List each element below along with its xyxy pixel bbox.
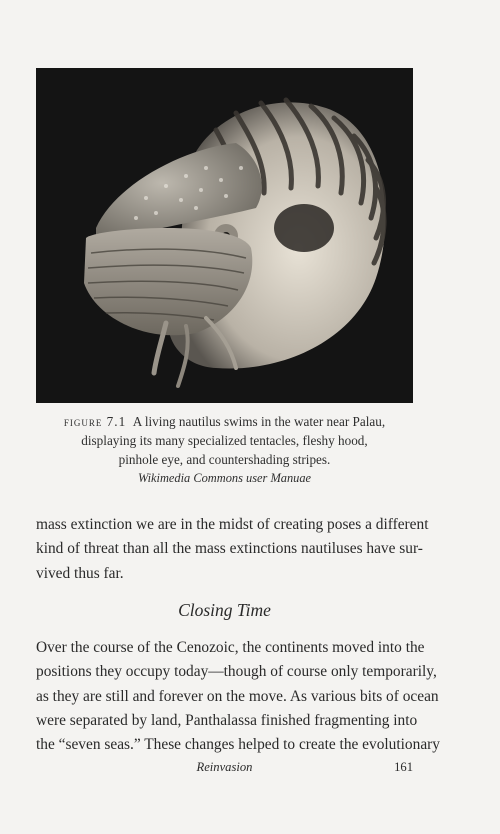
figure-caption [36,412,413,488]
paragraph-2 [36,636,440,757]
text-line: as they are still and forever on the move. As various bits of ocean [36,687,439,705]
text-line: mass extinction we are in the midst of creating poses a different [36,516,429,533]
caption-text-1: A living nautilus swims in the water near Palau, [132,414,386,429]
figure-label: figure 7.1 [63,414,127,429]
running-head: Reinvasion [196,760,253,774]
section-heading: Closing Time [178,600,271,620]
text-line: vived thus far. [36,564,124,582]
photo-credit: Wikimedia Commons user Manuae [137,471,312,485]
page-footer [36,760,413,780]
text-line: kind of threat than all the mass extinctions nautiluses have sur- [36,540,423,558]
nautilus-illustration [36,68,413,403]
paragraph-1 [36,513,429,586]
text-line: positions they occupy today—though of course only temporarily, [36,663,437,681]
text-line: Over the course of the Cenozoic, the continents moved into the [36,639,425,656]
caption-line-3: pinhole eye, and countershading stripes. [118,452,331,467]
caption-line-1 [36,412,413,431]
caption-line-2: displaying its many specialized tentacles, fleshy hood, [81,433,368,448]
text-line: were separated by land, Panthalassa finished fragmenting into [36,711,418,729]
nautilus-photo [36,68,413,403]
text-line: the “seven seas.” These changes helped to create the evolutionary [36,736,440,754]
page-number: 161 [394,760,413,774]
